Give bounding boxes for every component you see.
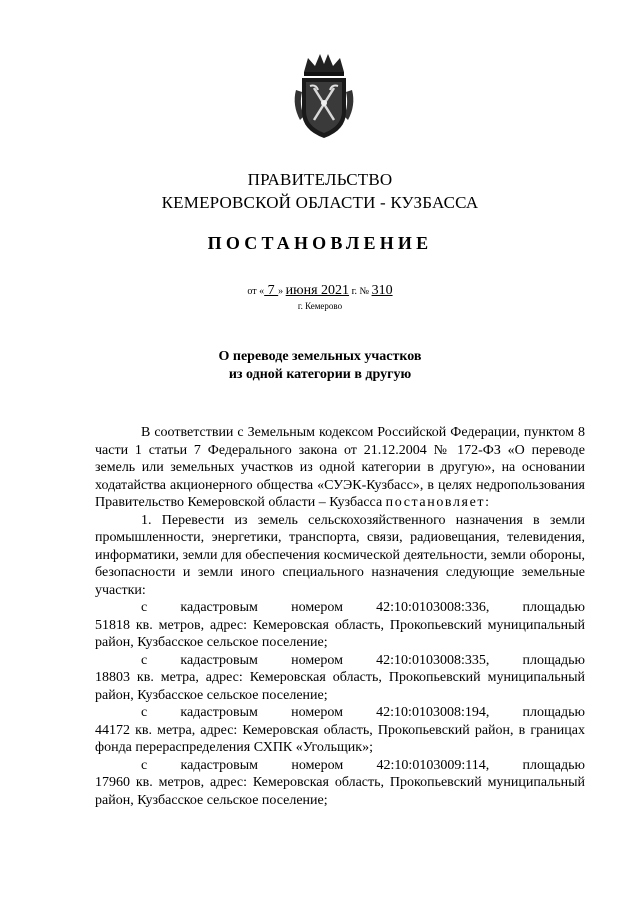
government-name-line2: КЕМЕРОВСКОЙ ОБЛАСТИ - КУЗБАССА xyxy=(161,193,479,212)
preamble-paragraph xyxy=(95,424,585,512)
parcel-rest: 51818 кв. метров, адрес: Кемеровская область, Прокопьевский муниципальный район, Кузбасское сельское поселение; xyxy=(95,617,585,650)
parcel-entry xyxy=(95,652,585,705)
item-1-paragraph: 1. Перевести из земель сельскохозяйственного назначения в земли промышленности, энергетики, транспорта, связи, радиовещания, телевидения, информатики, земли для обеспечения космической деятельности, земли обороны, безопасности и земли иного специального назначения следующие земельные участки: xyxy=(95,512,585,598)
document-number: 310 xyxy=(371,283,393,298)
date-line xyxy=(0,283,640,299)
parcel-row-head: с кадастровым номером 42:10:0103008:335, площадью xyxy=(141,652,585,668)
date-suffix: г. № xyxy=(349,286,372,297)
coat-of-arms-icon xyxy=(290,50,358,142)
government-name-line1: ПРАВИТЕЛЬСТВО xyxy=(247,170,393,189)
parcel-entry xyxy=(95,757,585,810)
parcel-rest: 17960 кв. метров, адрес: Кемеровская область, Прокопьевский муниципальный район, Кузбасское сельское поселение; xyxy=(95,775,585,808)
parcel-row-head: с кадастровым номером 42:10:0103009:114, площадью xyxy=(141,757,585,773)
document-body xyxy=(95,424,585,809)
parcel-row-head: с кадастровым номером 42:10:0103008:336, площадью xyxy=(141,600,585,615)
preamble-text: В соответствии с Земельным кодексом Российской Федерации, пунктом 8 части 1 статьи 7 Федерального закона от 21.12.2004 № 172-ФЗ «О переводе земель или земельных участков из одной категории в другую», на основании ходатайства акционерного общества «СУЭК-Кузбасс», в целях недропользования Правительство Кемеровской области – Кузбасса xyxy=(95,425,585,510)
document-subject xyxy=(0,348,640,384)
subject-line1: О переводе земельных участков xyxy=(218,349,422,364)
resolves-word: постановляет: xyxy=(385,495,491,510)
subject-line2: из одной категории в другую xyxy=(228,367,412,382)
date-prefix: от « xyxy=(247,286,265,297)
date-mid: » xyxy=(278,286,286,297)
city-name: г. Кемерово xyxy=(297,301,343,311)
document-type-title: ПОСТАНОВЛЕНИЕ xyxy=(207,233,433,253)
parcel-rest: 18803 кв. метра, адрес: Кемеровская область, Прокопьевский муниципальный район, Кузбасское сельское поселение; xyxy=(95,670,585,703)
parcel-row-head: с кадастровым номером 42:10:0103008:194, площадью xyxy=(141,705,585,720)
parcel-entry xyxy=(95,704,585,757)
date-day: 7 xyxy=(264,283,279,298)
parcel-rest: 44172 кв. метра, адрес: Кемеровская область, Прокопьевский район, в границах фонда перераспределения СХПК «Угольщик»; xyxy=(95,722,585,755)
date-month-year: июня 2021 xyxy=(285,283,350,298)
parcel-entry xyxy=(95,599,585,652)
